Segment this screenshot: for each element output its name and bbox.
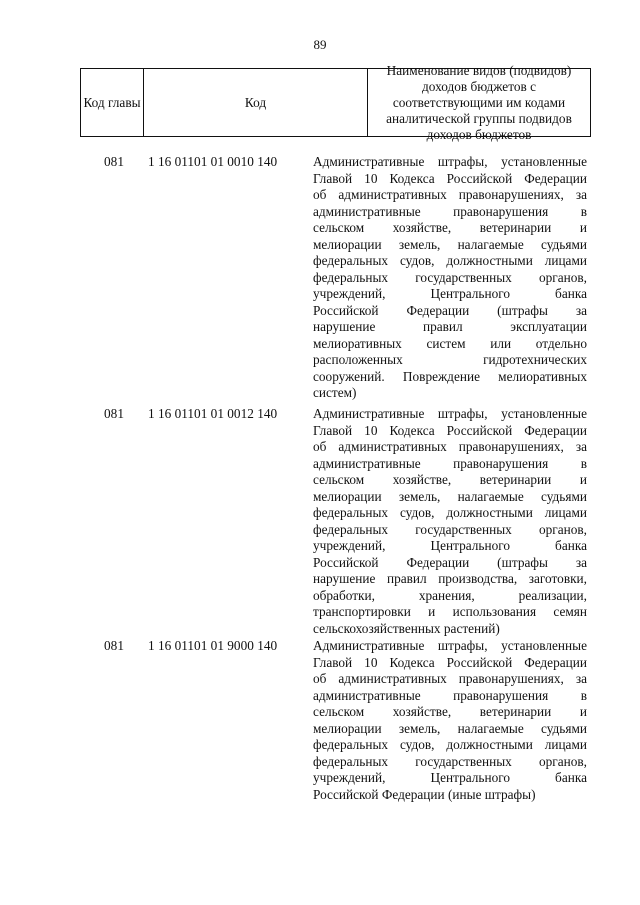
description-line: федеральных судов, должностными лицами xyxy=(313,737,587,752)
row-code: 1 16 01101 01 0010 140 xyxy=(148,154,278,169)
description-line: мелиоративных систем или отдельно xyxy=(313,335,587,351)
description-line: мелиорации земель, налагаемые судьями xyxy=(313,488,587,504)
row-description xyxy=(313,406,587,637)
description-line: нарушение правил эксплуатации xyxy=(313,319,587,334)
description-line: об административных правонарушениях, за xyxy=(313,187,587,202)
description-line: Административные штрафы, установленные xyxy=(313,638,587,653)
description-line: федеральных судов, должностными лицами xyxy=(313,253,587,268)
description-line: об административных правонарушениях, за xyxy=(313,439,587,454)
description-line: мелиорации земель, налагаемые судьями xyxy=(313,236,587,252)
row-description xyxy=(313,638,587,803)
description-line: Административные штрафы, установленные xyxy=(313,406,587,421)
row-chapter-code: 081 xyxy=(104,154,124,169)
description-line: нарушение правил производства, заготовки, xyxy=(313,571,587,586)
description-line: транспортировки и использования семян xyxy=(313,604,587,619)
description-line: федеральных государственных органов, xyxy=(313,269,587,285)
description-line: Российской Федерации (штрафы за xyxy=(313,302,587,318)
description-line: мелиорации земель, налагаемые судьями xyxy=(313,720,587,736)
description-line: Главой 10 Кодекса Российской Федерации xyxy=(313,422,587,438)
description-line: федеральных судов, должностными лицами xyxy=(313,505,587,520)
description-line: Российской Федерации (иные штрафы) xyxy=(313,786,536,802)
description-line: сооружений. Повреждение мелиоративных xyxy=(313,368,587,384)
description-line: об административных правонарушениях, за xyxy=(313,671,587,686)
description-line: Главой 10 Кодекса Российской Федерации xyxy=(313,654,587,670)
description-line: учреждений, Центрального банка xyxy=(313,770,587,785)
description-line: федеральных государственных органов, xyxy=(313,753,587,769)
row-code: 1 16 01101 01 9000 140 xyxy=(148,638,278,653)
description-line: учреждений, Центрального банка xyxy=(313,286,587,301)
description-line: федеральных государственных органов, xyxy=(313,521,587,537)
row-chapter-code: 081 xyxy=(104,638,124,653)
row-description xyxy=(313,154,587,402)
description-line: административные правонарушения в xyxy=(313,455,587,471)
description-line: учреждений, Центрального банка xyxy=(313,538,587,553)
header-chapter-code: Код главы xyxy=(81,69,144,136)
description-line: Главой 10 Кодекса Российской Федерации xyxy=(313,170,587,186)
header-name: Наименование видов (подвидов) доходов бюджетов с соответствующими им кодами аналитической группы подвидов доходов бюджетов xyxy=(386,62,572,142)
table-header xyxy=(80,62,591,142)
header-code: Код xyxy=(144,69,368,136)
row-chapter-code: 081 xyxy=(104,406,124,421)
description-line: административные правонарушения в xyxy=(313,687,587,703)
description-line: сельскохозяйственных растений) xyxy=(313,620,500,636)
description-line: расположенных гидротехнических xyxy=(313,352,587,367)
row-code: 1 16 01101 01 0012 140 xyxy=(148,406,278,421)
description-line: сельском хозяйстве, ветеринарии и xyxy=(313,704,587,719)
description-line: систем) xyxy=(313,385,357,400)
page-number: 89 xyxy=(313,37,327,52)
description-line: Российской Федерации (штрафы за xyxy=(313,554,587,570)
description-line: сельском хозяйстве, ветеринарии и xyxy=(313,472,587,487)
description-line: обработки, хранения, реализации, xyxy=(313,587,587,603)
description-line: сельском хозяйстве, ветеринарии и xyxy=(313,220,587,235)
description-line: административные правонарушения в xyxy=(313,203,587,219)
description-line: Административные штрафы, установленные xyxy=(313,154,587,169)
